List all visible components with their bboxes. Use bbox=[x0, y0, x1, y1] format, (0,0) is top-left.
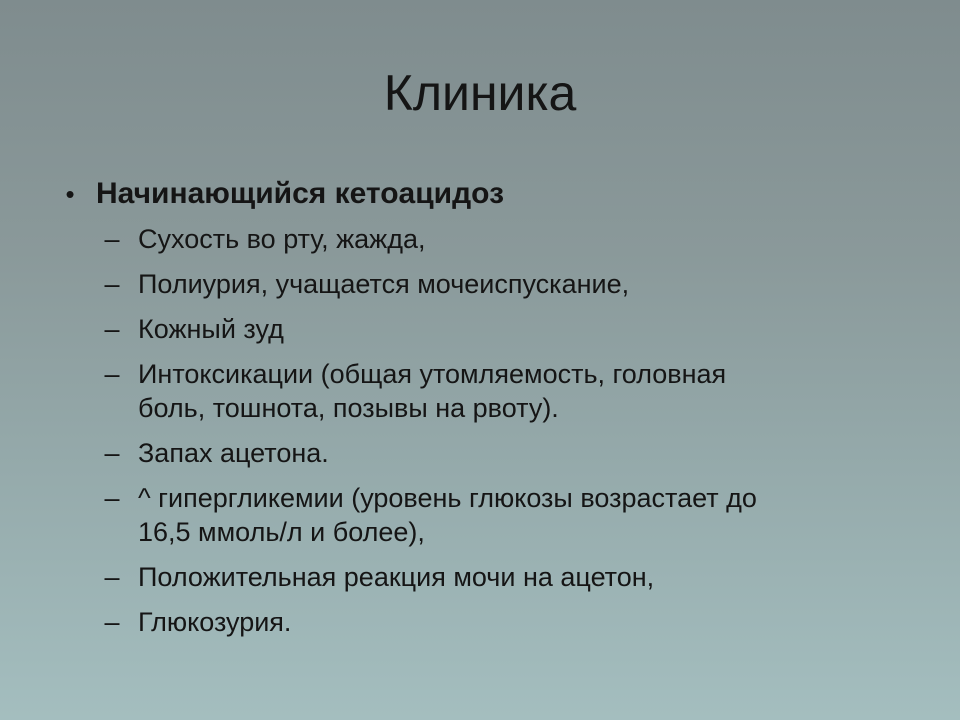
bullet-icon: • bbox=[65, 179, 75, 209]
dash-icon: – bbox=[104, 269, 120, 299]
list-item-text: Кожный зуд bbox=[138, 314, 284, 344]
list-item bbox=[100, 605, 890, 639]
list-item-text: Сухость во рту, жажда, bbox=[138, 224, 426, 254]
list-item bbox=[100, 436, 890, 470]
list-item bbox=[100, 312, 890, 346]
dash-icon: – bbox=[104, 438, 120, 468]
list-item bbox=[100, 481, 890, 549]
dash-icon: – bbox=[104, 224, 120, 254]
slide-title: Клиника bbox=[383, 65, 577, 121]
dash-icon: – bbox=[104, 562, 120, 592]
list-item-text: ^ гипергликемии (уровень глюкозы возрастает до 16,5 ммоль/л и более), bbox=[138, 483, 757, 547]
symptom-list bbox=[100, 222, 890, 650]
dash-icon: – bbox=[104, 359, 120, 389]
list-item bbox=[100, 560, 890, 594]
list-item bbox=[100, 267, 890, 301]
list-item-text: Глюкозурия. bbox=[138, 607, 292, 637]
dash-icon: – bbox=[104, 483, 120, 513]
list-item bbox=[100, 222, 890, 256]
list-item-text: Интоксикации (общая утомляемость, головная боль, тошнота, позывы на рвоту). bbox=[138, 359, 727, 423]
list-item-text: Запах ацетона. bbox=[138, 438, 329, 468]
dash-icon: – bbox=[104, 314, 120, 344]
dash-icon: – bbox=[104, 607, 120, 637]
list-item bbox=[100, 357, 890, 425]
list-item-text: Полиурия, учащается мочеиспускание, bbox=[138, 269, 630, 299]
list-item-text: Положительная реакция мочи на ацетон, bbox=[138, 562, 655, 592]
main-bullet-text: Начинающийся кетоацидоз bbox=[96, 177, 504, 210]
